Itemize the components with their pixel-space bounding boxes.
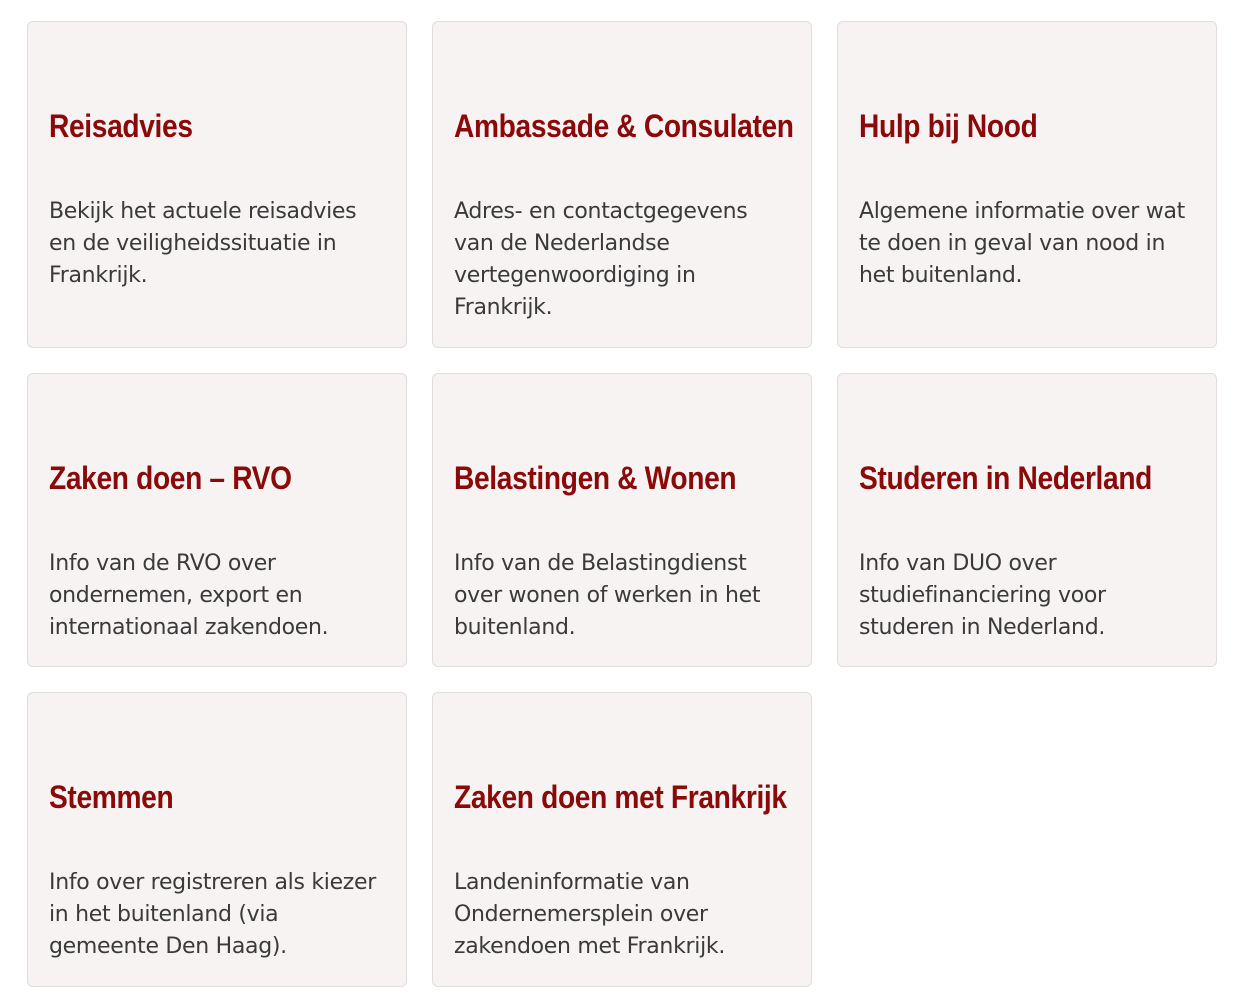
card-title[interactable]: Ambassade & Consulaten [454,108,794,144]
card-title[interactable]: Studeren in Nederland [859,460,1153,496]
card-studeren-in-nederland[interactable] [837,373,1217,667]
card-title[interactable]: Zaken doen – RVO [49,460,292,496]
card-description: Info van de RVO over ondernemen, export en internationaal zakendoen. [49,551,329,640]
card-ambassade-consulaten[interactable] [432,21,812,348]
card-description: Info over registreren als kiezer in het buitenland (via gemeente Den Haag). [49,870,377,959]
card-description: Landeninformatie van Ondernemersplein over zakendoen met Frankrijk. [454,870,726,959]
card-stemmen[interactable] [27,692,407,987]
card-title[interactable]: Zaken doen met Frankrijk [454,779,787,815]
card-title[interactable]: Stemmen [49,779,174,815]
card-title[interactable]: Hulp bij Nood [859,108,1038,144]
card-description: Info van de Belastingdienst over wonen of werken in het buitenland. [454,551,761,640]
card-description: Adres- en contactgegevens van de Nederlandse vertegenwoordiging in Frankrijk. [454,199,748,320]
card-zaken-doen-rvo[interactable] [27,373,407,667]
card-title[interactable]: Reisadvies [49,108,193,144]
card-zaken-doen-met-frankrijk[interactable] [432,692,812,987]
card-title[interactable]: Belastingen & Wonen [454,460,737,496]
card-reisadvies[interactable] [27,21,407,348]
card-description: Info van DUO over studiefinanciering voor studeren in Nederland. [859,551,1106,640]
card-description: Algemene informatie over wat te doen in geval van nood in het buitenland. [859,199,1185,288]
card-description: Bekijk het actuele reisadvies en de veiligheidssituatie in Frankrijk. [49,199,357,288]
card-hulp-bij-nood[interactable] [837,21,1217,348]
link-card-grid [27,21,1217,987]
card-belastingen-wonen[interactable] [432,373,812,667]
